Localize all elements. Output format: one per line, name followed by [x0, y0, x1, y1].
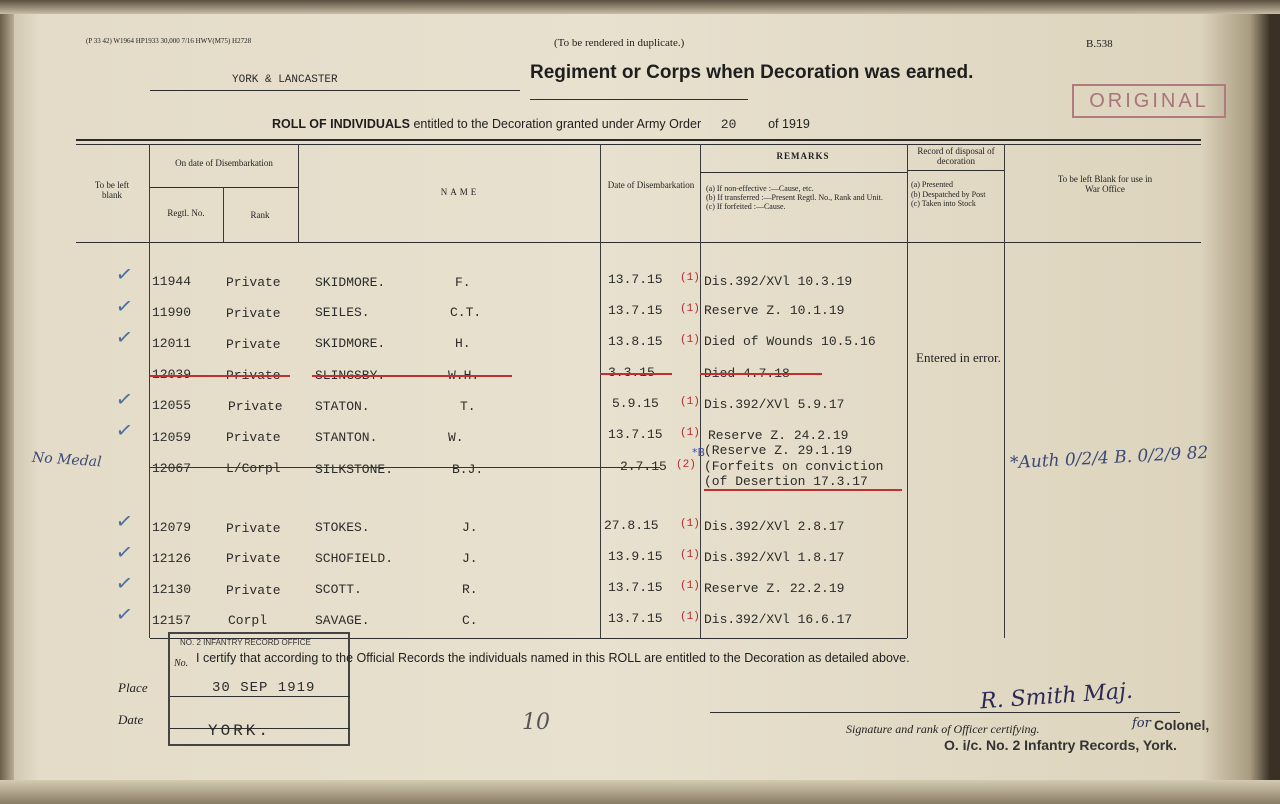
col-rule-5: [907, 144, 908, 638]
disembark-date: 5.9.15: [612, 396, 659, 411]
underline-red: [704, 489, 902, 491]
class-mark: (1): [680, 611, 700, 623]
regiment-label: Regiment or Corps when Decoration was earned.: [530, 62, 974, 83]
for-note: for: [1132, 716, 1151, 731]
initials: F.: [455, 275, 471, 290]
no-label: No.: [174, 658, 189, 669]
disembark-date: 3.3.15: [608, 365, 655, 380]
remarks: Died 4.7.18: [704, 366, 790, 381]
header-war-office: To be left Blank for use in War Office: [1057, 174, 1153, 194]
disembark-date: 13.7.15: [608, 611, 663, 626]
surname: SKIDMORE.: [315, 336, 386, 351]
asterisk-icon: *B: [692, 446, 706, 459]
surname: SCHOFIELD.: [315, 551, 394, 566]
duplicate-note: (To be rendered in duplicate.): [554, 37, 685, 49]
rank: Private: [226, 583, 281, 598]
header-blank-left: To be left blank: [94, 180, 130, 200]
signature-caption: Signature and rank of Officer certifying.: [846, 722, 1040, 736]
remarks-line-3: (of Desertion 17.3.17: [704, 474, 868, 489]
class-mark: (1): [680, 427, 700, 439]
table-top-rule: [76, 139, 1201, 141]
strike-line: [700, 373, 822, 375]
surname: SAVAGE.: [315, 613, 370, 628]
header-bottom-rule: [76, 242, 1201, 243]
regtl-no: 12130: [152, 582, 192, 597]
remarks: Dis.392/XVl 16.6.17: [704, 612, 853, 627]
checkmark-icon: ✓: [114, 569, 135, 597]
disembark-date: 13.8.15: [608, 334, 663, 349]
remarks: Dis.392/XVl 2.8.17: [704, 519, 845, 534]
regtl-no: 11990: [152, 305, 192, 320]
rank: L/Corpl: [226, 461, 281, 476]
regtl-no: 12126: [152, 551, 192, 566]
class-mark: (1): [680, 580, 700, 592]
initials: W.: [448, 430, 464, 445]
checkmark-icon: ✓: [114, 600, 135, 628]
disembark-date: 13.7.15: [608, 580, 663, 595]
disembark-date: 13.7.15: [608, 272, 663, 287]
surname: STATON.: [315, 399, 370, 414]
header-rank: Rank: [250, 210, 270, 220]
header-on-date: On date of Disembarkation: [175, 158, 273, 168]
strike-line: [600, 373, 672, 375]
form-number: B.538: [1086, 38, 1113, 50]
strike-line: [150, 375, 290, 377]
remarks: Died of Wounds 10.5.16: [704, 334, 876, 349]
regtl-no: 12059: [152, 430, 192, 445]
regtl-no: 11944: [152, 274, 192, 289]
regtl-no: 12157: [152, 613, 192, 628]
war-office-note: *Auth 0/2/4 B. 0/2/9 82: [1009, 442, 1209, 474]
disembark-date: 27.8.15: [604, 518, 659, 533]
rank: Private: [226, 306, 281, 321]
page-bottom-edge: [0, 780, 1280, 804]
class-mark: (1): [680, 518, 700, 530]
header-date-disembarkation: Date of Disembarkation: [607, 180, 695, 190]
initials: J.: [462, 551, 478, 566]
rank: Private: [226, 430, 281, 445]
col-rule-rank-header: [223, 187, 224, 243]
checkmark-icon: ✓: [114, 323, 135, 351]
initials: J.: [462, 520, 478, 535]
colonel-label: Colonel,: [1154, 717, 1210, 733]
rank: Private: [226, 275, 281, 290]
stamp-date: 30 SEP 1919: [212, 680, 316, 696]
class-mark: (1): [680, 334, 700, 346]
checkmark-icon: ✓: [114, 416, 135, 444]
initials: C.: [462, 613, 478, 628]
col-rule-3: [600, 144, 601, 638]
class-mark: (1): [680, 549, 700, 561]
header-regtl-no: Regtl. No.: [167, 208, 205, 218]
disembark-date: 2.7.15: [620, 459, 667, 474]
roll-title: [272, 117, 810, 132]
initials: R.: [462, 582, 478, 597]
initials: C.T.: [450, 305, 482, 320]
roll-year: of 1919: [768, 117, 810, 131]
rank: Private: [226, 368, 281, 383]
checkmark-icon: ✓: [114, 292, 135, 320]
checkmark-icon: ✓: [114, 538, 135, 566]
class-mark: (1): [680, 303, 700, 315]
regiment-underline: [150, 90, 520, 91]
original-stamp: ORIGINAL: [1072, 84, 1226, 118]
left-margin-note: No Medal: [31, 449, 103, 471]
regtl-no: 12067: [152, 461, 192, 476]
surname: SKIDMORE.: [315, 275, 386, 290]
remarks-header-rule: [700, 172, 907, 173]
col-rule-4: [700, 144, 701, 638]
remarks-line-2: (Forfeits on conviction: [704, 459, 884, 474]
rank: Private: [226, 521, 281, 536]
remarks: Reserve Z. 22.2.19: [704, 581, 845, 596]
checkmark-icon: ✓: [114, 385, 135, 413]
rank: Private: [226, 551, 281, 566]
stamp-office-name: NO. 2 INFANTRY RECORD OFFICE: [180, 638, 311, 647]
class-mark: (1): [680, 272, 700, 284]
regtl-no: 12011: [152, 336, 192, 351]
remarks: (Reserve Z. 29.1.19: [704, 443, 853, 458]
initials: B.J.: [452, 462, 484, 477]
checkmark-icon: ✓: [114, 507, 135, 535]
header-remarks-detail: (a) If non-effective :—Cause, etc. (b) If transferred :—Present Regtl. No., Rank and Unit. (c) If forfeited :—Cause.: [706, 184, 883, 211]
disembark-date: 13.9.15: [608, 549, 663, 564]
record-note: Entered in error.: [916, 350, 1001, 365]
certify-text: I certify that according to the Official Records the individuals named in this ROLL are entitled to the Decoration as detailed above.: [196, 651, 910, 665]
page-number: 10: [522, 710, 550, 735]
table-top-rule-2: [76, 144, 1201, 145]
strike-line: [150, 467, 660, 468]
initials: T.: [460, 399, 476, 414]
col-rule-2: [298, 144, 299, 243]
remarks: Reserve Z. 10.1.19: [704, 303, 845, 318]
disembark-date: 13.7.15: [608, 303, 663, 318]
surname: SILKSTONE.: [315, 462, 394, 477]
class-mark: (2): [676, 459, 696, 471]
stamp-city: YORK.: [208, 722, 272, 740]
book-binding: [0, 0, 14, 804]
surname: SCOTT.: [315, 582, 362, 597]
regtl-no: 12039: [152, 367, 192, 382]
col-rule-6: [1004, 144, 1005, 638]
header-record-detail: (a) Presented (b) Despatched by Post (c) Taken into Stock: [911, 180, 986, 208]
initials: W.H.: [448, 368, 480, 383]
roll-title-rest: entitled to the Decoration granted under Army Order: [413, 117, 702, 131]
signature-line: [710, 712, 1180, 713]
date-line: [170, 728, 350, 729]
officer-signature: R. Smith Maj.: [979, 678, 1134, 715]
class-mark: (1): [680, 396, 700, 408]
date-label: Date: [118, 712, 144, 727]
strike-line: [312, 375, 512, 377]
remarks: Dis.392/XVl 10.3.19: [704, 274, 853, 289]
header-remarks: REMARKS: [776, 151, 830, 161]
surname: SEILES.: [315, 305, 370, 320]
remarks: Dis.392/XVl 1.8.17: [704, 550, 845, 565]
initials: H.: [455, 336, 471, 351]
surname: STOKES.: [315, 520, 370, 535]
disembark-date: 13.7.15: [608, 427, 663, 442]
rank: Private: [226, 337, 281, 352]
remarks: Reserve Z. 24.2.19: [708, 428, 849, 443]
surname: SLINGSBY.: [315, 368, 386, 383]
col-rule-1: [149, 144, 150, 638]
army-order-number: 20: [720, 117, 737, 132]
rank: Corpl: [228, 613, 268, 628]
place-line: [170, 696, 350, 697]
regtl-no: 12079: [152, 520, 192, 535]
record-header-rule: [907, 170, 1004, 171]
checkmark-icon: ✓: [114, 260, 135, 288]
page-top-edge: [0, 0, 1280, 14]
regtl-no: 12055: [152, 398, 192, 413]
print-code: (P 33 42) W1964 HP1933 30,000 7/16 HWV(M75) H2728: [86, 37, 252, 45]
office-label: O. i/c. No. 2 Infantry Records, York.: [944, 737, 1177, 753]
header-name: NAME: [440, 187, 480, 197]
surname: STANTON.: [315, 430, 378, 445]
place-label: Place: [118, 680, 148, 695]
roll-title-bold: ROLL OF INDIVIDUALS: [272, 117, 410, 131]
rank: Private: [228, 399, 283, 414]
regiment-name: YORK & LANCASTER: [232, 74, 338, 86]
disembark-group-rule: [150, 187, 298, 188]
remarks: Dis.392/XVl 5.9.17: [704, 397, 845, 412]
regiment-label-rule: [530, 99, 748, 100]
header-record-disposal: Record of disposal of decoration: [917, 146, 995, 166]
